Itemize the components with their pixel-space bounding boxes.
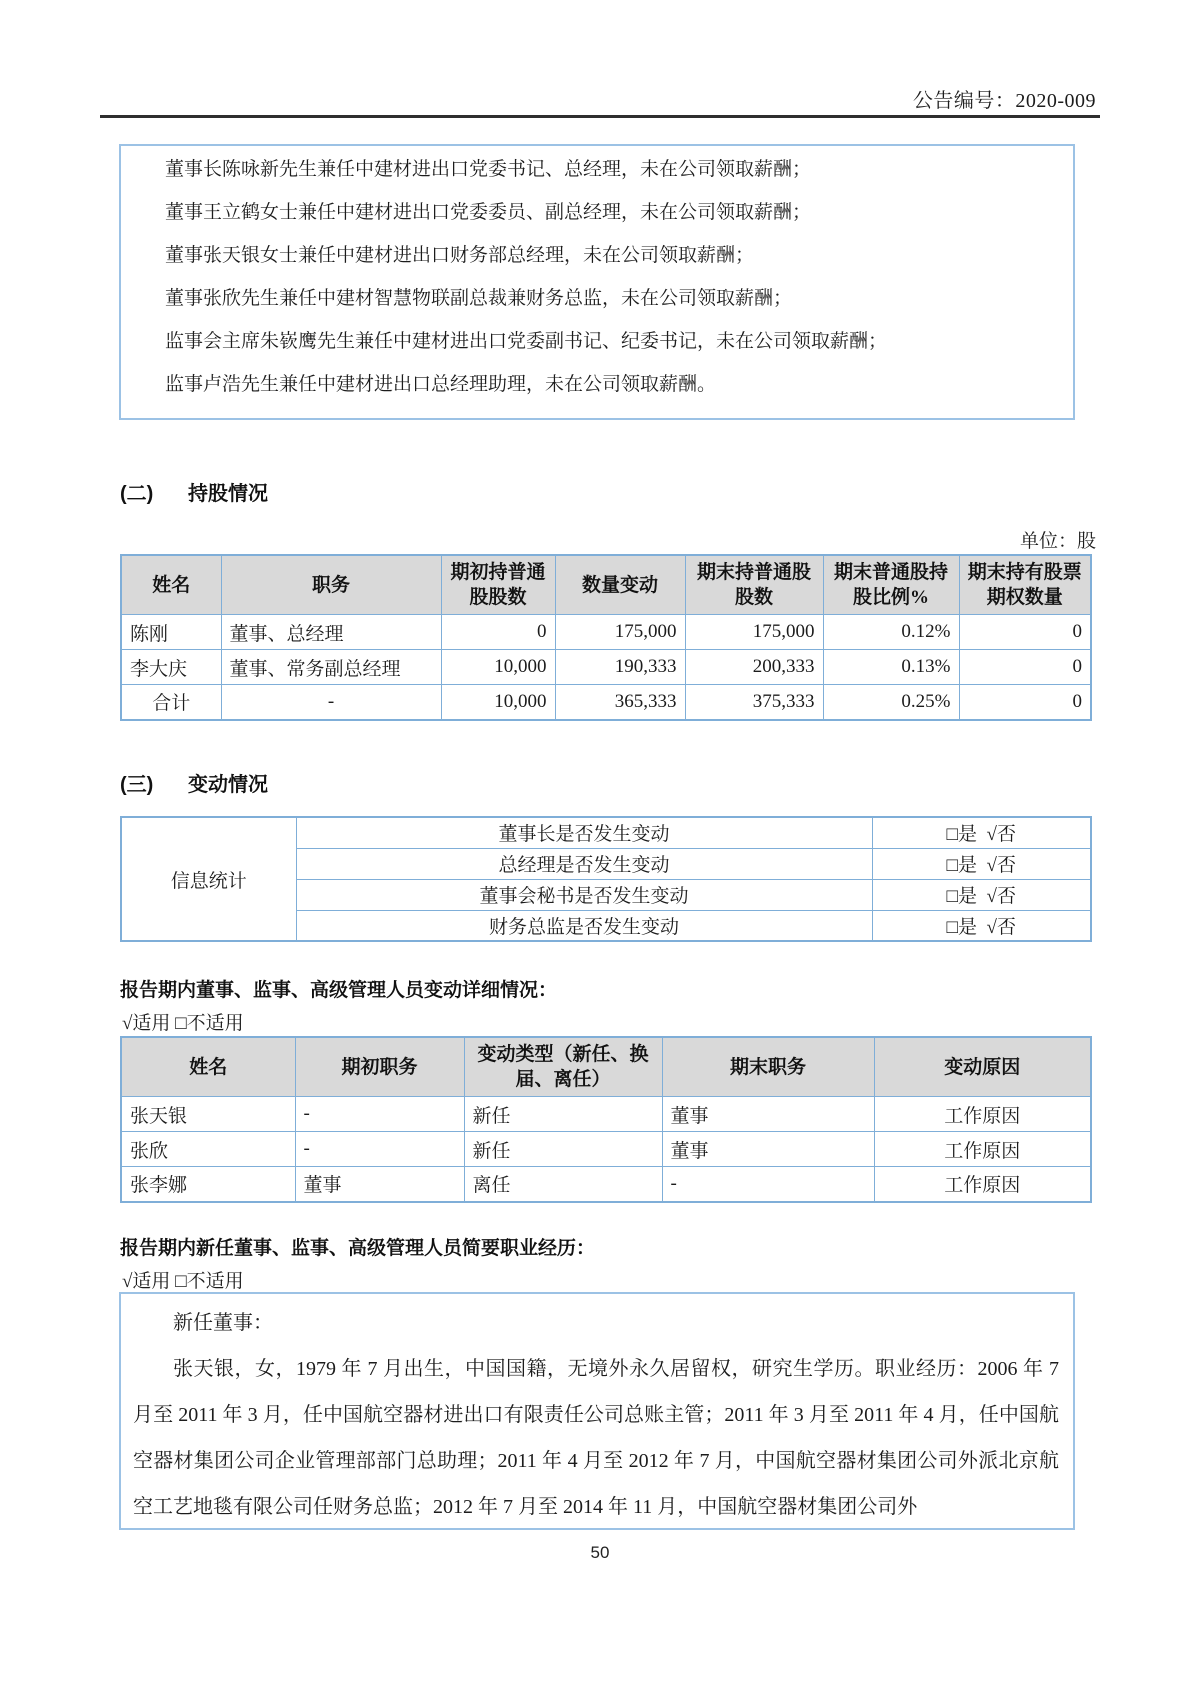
cell-options: 0 bbox=[959, 615, 1091, 650]
cell-name: 张欣 bbox=[121, 1132, 295, 1167]
col-header: 姓名 bbox=[121, 1037, 295, 1097]
table-header-row bbox=[121, 555, 1091, 615]
cell-name: 张天银 bbox=[121, 1097, 295, 1132]
note-paragraph: 监事卢浩先生兼任中建材进出口总经理助理，未在公司领取薪酬。 bbox=[165, 374, 717, 395]
cell-begin-shares: 0 bbox=[441, 615, 555, 650]
cell-begin-shares: 10,000 bbox=[441, 650, 555, 685]
stats-answer: □是 √否 bbox=[872, 848, 1091, 879]
col-header: 变动类型（新任、换届、离任） bbox=[464, 1037, 662, 1097]
unit-label: 单位：股 bbox=[1019, 531, 1096, 552]
career-brief-box bbox=[119, 1292, 1075, 1530]
doc-number: 公告编号：2020-009 bbox=[912, 90, 1096, 112]
cell-total-label: 合计 bbox=[121, 685, 221, 720]
cell-end-shares: 175,000 bbox=[685, 615, 823, 650]
table-row bbox=[121, 1097, 1091, 1132]
stats-answer: □是 √否 bbox=[872, 879, 1091, 910]
cell-ratio: 0.25% bbox=[823, 685, 959, 720]
cell-position: 董事、常务副总经理 bbox=[221, 650, 441, 685]
note-paragraph: 董事张天银女士兼任中建材进出口财务部总经理，未在公司领取薪酬； bbox=[165, 245, 755, 266]
cell-name: 张李娜 bbox=[121, 1167, 295, 1202]
cell-reason: 工作原因 bbox=[874, 1167, 1091, 1202]
cell-reason: 工作原因 bbox=[874, 1132, 1091, 1167]
cell-begin-shares: 10,000 bbox=[441, 685, 555, 720]
cell-options: 0 bbox=[959, 685, 1091, 720]
remuneration-note-box bbox=[119, 144, 1075, 420]
col-header: 职务 bbox=[221, 555, 441, 615]
table-row bbox=[121, 1132, 1091, 1167]
cell-end-shares: 200,333 bbox=[685, 650, 823, 685]
header-rule bbox=[100, 115, 1100, 118]
cell-name: 李大庆 bbox=[121, 650, 221, 685]
cell-reason: 工作原因 bbox=[874, 1097, 1091, 1132]
cell-end-position: 董事 bbox=[662, 1132, 874, 1167]
table-row bbox=[121, 1167, 1091, 1202]
career-brief-applicable: √适用 □不适用 bbox=[122, 1271, 244, 1292]
stats-question: 董事长是否发生变动 bbox=[296, 817, 872, 848]
cell-end-position: 董事 bbox=[662, 1097, 874, 1132]
table-header-row bbox=[121, 1037, 1091, 1097]
section2-title: 持股情况 bbox=[188, 483, 268, 505]
cell-change: 365,333 bbox=[555, 685, 685, 720]
col-header: 期末职务 bbox=[662, 1037, 874, 1097]
section3-numbering: (三) bbox=[120, 774, 154, 796]
change-detail-applicable: √适用 □不适用 bbox=[122, 1013, 244, 1034]
change-detail-heading: 报告期内董事、监事、高级管理人员变动详细情况： bbox=[120, 980, 558, 1001]
change-detail-table bbox=[120, 1036, 1092, 1203]
cell-begin-position: 董事 bbox=[295, 1167, 464, 1202]
cell-ratio: 0.13% bbox=[823, 650, 959, 685]
cell-options: 0 bbox=[959, 650, 1091, 685]
page-number: 50 bbox=[590, 1543, 610, 1562]
section3-heading bbox=[120, 768, 268, 797]
shareholding-table bbox=[120, 554, 1092, 721]
col-header: 期末持普通股股数 bbox=[685, 555, 823, 615]
cell-change-type: 新任 bbox=[464, 1132, 662, 1167]
section3-title: 变动情况 bbox=[188, 774, 268, 796]
col-header: 数量变动 bbox=[555, 555, 685, 615]
table-row bbox=[121, 650, 1091, 685]
table-row bbox=[121, 817, 1091, 848]
career-brief-heading: 报告期内新任董事、监事、高级管理人员简要职业经历： bbox=[120, 1238, 596, 1259]
note-paragraph: 董事长陈咏新先生兼任中建材进出口党委书记、总经理，未在公司领取薪酬； bbox=[165, 159, 812, 180]
career-subtitle: 新任董事： bbox=[173, 1312, 273, 1334]
cell-end-position: - bbox=[662, 1167, 874, 1202]
cell-position: - bbox=[221, 685, 441, 720]
note-paragraph: 董事王立鹤女士兼任中建材进出口党委委员、副总经理，未在公司领取薪酬； bbox=[165, 202, 812, 223]
cell-change-type: 离任 bbox=[464, 1167, 662, 1202]
cell-position: 董事、总经理 bbox=[221, 615, 441, 650]
table-total-row bbox=[121, 685, 1091, 720]
stats-question: 财务总监是否发生变动 bbox=[296, 910, 872, 941]
stats-label: 信息统计 bbox=[121, 817, 296, 941]
section2-heading bbox=[120, 477, 268, 506]
stats-answer: □是 √否 bbox=[872, 910, 1091, 941]
cell-begin-position: - bbox=[295, 1097, 464, 1132]
note-paragraph: 监事会主席朱嵚鹰先生兼任中建材进出口党委副书记、纪委书记，未在公司领取薪酬； bbox=[165, 331, 888, 352]
col-header: 姓名 bbox=[121, 555, 221, 615]
table-row bbox=[121, 615, 1091, 650]
change-stats-table bbox=[120, 816, 1092, 942]
col-header: 变动原因 bbox=[874, 1037, 1091, 1097]
stats-question: 董事会秘书是否发生变动 bbox=[296, 879, 872, 910]
cell-begin-position: - bbox=[295, 1132, 464, 1167]
section2-numbering: (二) bbox=[120, 483, 154, 505]
stats-answer: □是 √否 bbox=[872, 817, 1091, 848]
career-paragraph: 张天银，女，1979 年 7 月出生，中国国籍，无境外永久居留权，研究生学历。职业经历：2006 年 7 月至 2011 年 3 月，任中国航空器材进出口有限责任公司总账主管；2011 年 3 月至 2011 年 4 月，任中国航空器材集团公司企业管理部部门总助理；2011 年 4 月至 2012 年 7 月，中国航空器材集团公司外派北京航空工艺地毯有限公司任财务总监；2012 年 7 月至 2014 年 11 月，中国航空器材集团公司外 bbox=[133, 1358, 1059, 1518]
cell-ratio: 0.12% bbox=[823, 615, 959, 650]
cell-name: 陈刚 bbox=[121, 615, 221, 650]
col-header: 期末持有股票期权数量 bbox=[959, 555, 1091, 615]
cell-change-type: 新任 bbox=[464, 1097, 662, 1132]
stats-question: 总经理是否发生变动 bbox=[296, 848, 872, 879]
col-header: 期初持普通股股数 bbox=[441, 555, 555, 615]
col-header: 期初职务 bbox=[295, 1037, 464, 1097]
cell-change: 175,000 bbox=[555, 615, 685, 650]
cell-end-shares: 375,333 bbox=[685, 685, 823, 720]
col-header: 期末普通股持股比例% bbox=[823, 555, 959, 615]
cell-change: 190,333 bbox=[555, 650, 685, 685]
note-paragraph: 董事张欣先生兼任中建材智慧物联副总裁兼财务总监，未在公司领取薪酬； bbox=[165, 288, 793, 309]
